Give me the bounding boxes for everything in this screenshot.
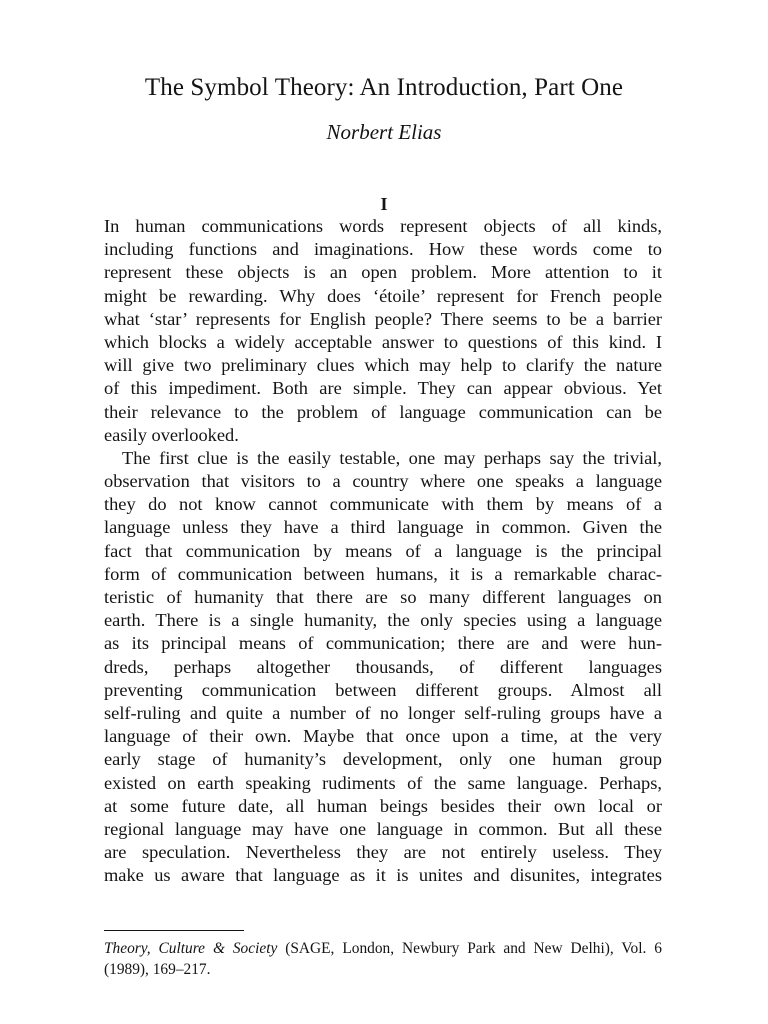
body-line: language of their own. Maybe that once upon a time, at the very xyxy=(104,726,662,747)
body-line: self-ruling and quite a number of no longer self-ruling groups have a xyxy=(104,702,662,723)
footnote-divider xyxy=(104,930,244,931)
section-heading: I xyxy=(380,194,388,214)
body-line: might be rewarding. Why does ‘étoile’ represent for French people xyxy=(104,285,662,306)
footnote-line xyxy=(104,938,662,959)
body-line: dreds, perhaps altogether thousands, of different languages xyxy=(104,656,662,677)
body-line: form of communication between humans, it is a remarkable charac- xyxy=(104,563,662,584)
body-line: language unless they have a third language in common. Given the xyxy=(104,517,662,538)
body-line: regional language may have one language in common. But all these xyxy=(104,818,662,839)
body-line: of this impediment. Both are simple. They can appear obvious. Yet xyxy=(104,378,662,399)
body-line: make us aware that language as it is unites and disunites, integrates xyxy=(104,865,662,886)
footnote-journal: Theory, Culture & Society xyxy=(104,940,278,957)
body-line: The first clue is the easily testable, one may perhaps say the trivial, xyxy=(122,447,662,468)
article-title: The Symbol Theory: An Introduction, Part One xyxy=(144,74,624,101)
body-line: represent these objects is an open problem. More attention to it xyxy=(104,262,662,283)
body-line: at some future date, all human beings besides their own local or xyxy=(104,795,662,816)
body-line: easily overlooked. xyxy=(104,424,239,445)
body-line: fact that communication by means of a language is the principal xyxy=(104,540,662,561)
body-line: will give two preliminary clues which may help to clarify the nature xyxy=(104,355,662,376)
body-line: as its principal means of communication; there are and were hun- xyxy=(104,633,662,654)
body-line: are speculation. Nevertheless they are not entirely useless. They xyxy=(104,842,662,863)
body-line: earth. There is a single humanity, the only species using a language xyxy=(104,610,662,631)
body-line: teristic of humanity that there are so many different languages on xyxy=(104,587,662,607)
article-body xyxy=(104,215,662,887)
body-line: existed on earth speaking rudiments of the same language. Perhaps, xyxy=(104,772,662,793)
body-line: what ‘star’ represents for English people? There seems to be a barrier xyxy=(104,308,662,329)
body-line: they do not know cannot communicate with them by means of a xyxy=(104,494,662,515)
body-line: early stage of humanity’s development, only one human group xyxy=(104,749,662,770)
body-line: including functions and imaginations. How these words come to xyxy=(104,239,662,260)
footnote-publisher: (SAGE, London, Newbury Park and New Delhi), Vol. 6 xyxy=(277,940,662,957)
article-author: Norbert Elias xyxy=(326,120,442,144)
body-line: preventing communication between different groups. Almost all xyxy=(104,679,662,700)
footnote xyxy=(104,938,662,980)
body-line: which blocks a widely acceptable answer to questions of this kind. I xyxy=(104,331,662,352)
body-line: their relevance to the problem of language communication can be xyxy=(104,401,662,422)
body-line: In human communications words represent objects of all kinds, xyxy=(104,216,662,236)
footnote-citation: (1989), 169–217. xyxy=(104,961,211,978)
body-line: observation that visitors to a country where one speaks a language xyxy=(104,471,662,492)
